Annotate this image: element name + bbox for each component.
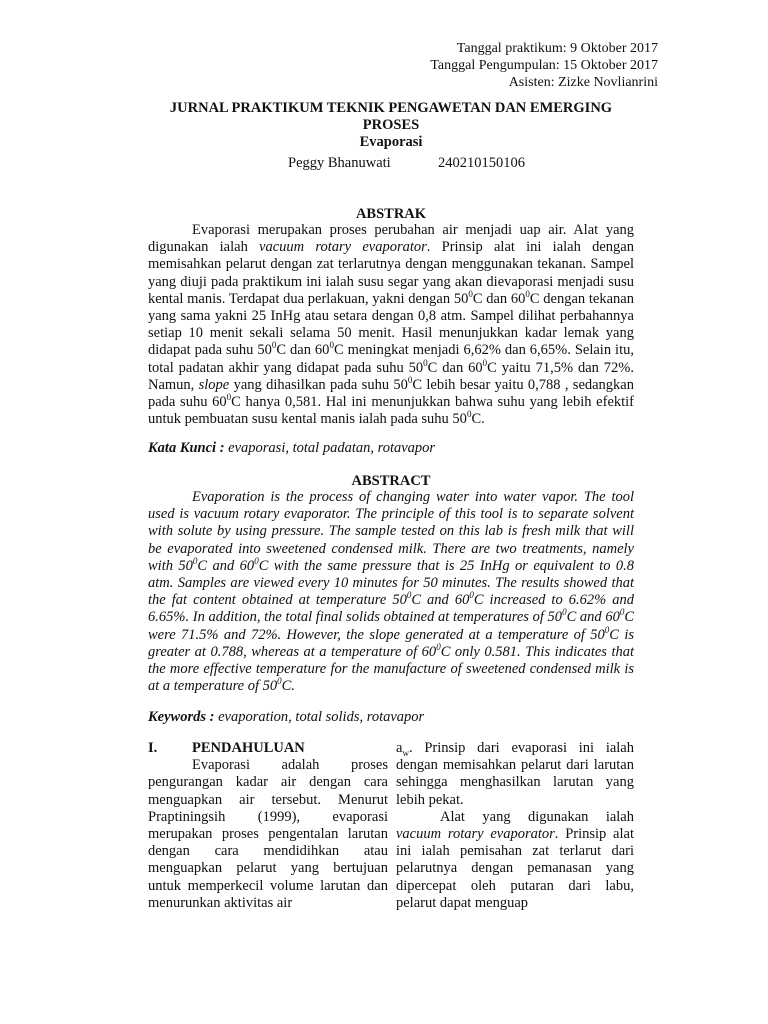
intro-paragraph-3: Alat yang digunakan ialah vacuum rotary evaporator. Prinsip alat ini ialah pemisahan zat terlarut dari pelarutnya dengan pemanasan yang dipercepat oleh putaran dari labu, pelarut dapat menguap	[396, 808, 634, 911]
practicum-meta	[430, 40, 658, 91]
intro-left-column	[148, 740, 388, 912]
submission-date: Tanggal Pengumpulan: 15 Oktober 2017	[430, 58, 658, 73]
intro-right-column	[396, 740, 634, 912]
student-id: 240210150106	[438, 155, 525, 171]
keywords	[148, 709, 634, 726]
intro-paragraph-2: $a_w$. Prinsip dari evaporasi ini ialah dengan memisahkan pelarut dari larutan sehingga menghasilkan larutan yang lebih pekat.	[396, 740, 634, 808]
abstract-heading: ABSTRACT	[351, 473, 431, 489]
abstract-paragraph: Evaporation is the process of changing water into water vapor. The tool used is vacuum rotary evaporator. The principle of this tool is to separate solvent with solute by using pressure. The sample tested on this lab is fresh milk that will be evaporated into sweetened condensed milk. There are two treatments, namely with $50^0C$ and $60^0C$ with the same pressure that is 25 InHg or equivalent to 0.8 atm. Samples are viewed every 10 minutes for 50 minutes. The results showed that the fat content obtained at temperature $50^0C$ and $60^0C$ increased to 6.62% and 6.65%. In addition, the total final solids obtained at temperatures of $50^0C$ and $60^0C$ were 71.5% and 72%. However, the slope generated at a temperature of $50^0C$ is greater at 0.788, whereas at a temperature of $60^0C$ only 0.581. This indicates that the more effective temperature for the manufacture of sweetened condensed milk is at a temperature of $50^0C$.	[148, 489, 635, 695]
kata-kunci-value: evaporasi, total padatan, rotavapor	[224, 440, 436, 456]
section-number: I.	[148, 740, 158, 756]
section-heading	[148, 740, 388, 757]
abstrak-heading: ABSTRAK	[355, 206, 427, 222]
keywords-value: evaporation, total solids, rotavapor	[214, 709, 425, 725]
kata-kunci	[148, 440, 634, 457]
kata-kunci-label: Kata Kunci :	[148, 440, 225, 456]
abstrak-body	[148, 222, 634, 428]
intro-paragraph-1: Evaporasi adalah proses pengurangan kadar air dengan cara menguapkan air tersebut. Menurut Praptiningsih (1999), evaporasi merupakan proses pengentalan larutan dengan cara mendidihkan atau menguapkan pelarut yang bertujuan untuk memperkecil volume larutan dan menurunkan aktivitas air	[148, 757, 388, 911]
journal-subtitle: Evaporasi	[359, 134, 423, 150]
abstract-body	[148, 489, 634, 695]
practicum-date: Tanggal praktikum: 9 Oktober 2017	[456, 41, 658, 56]
author-name: Peggy Bhanuwati	[288, 155, 391, 171]
title-block	[148, 100, 634, 151]
journal-title-line-2: PROSES	[362, 117, 420, 133]
abstrak-paragraph: Evaporasi merupakan proses perubahan air menjadi uap air. Alat yang digunakan ialah vacuum rotary evaporator. Prinsip alat ini ialah dengan memisahkan pelarut dengan zat terlarutnya dengan menggunakan tekanan. Sampel yang diuji pada praktikum ini ialah susu segar yang akan dievaporasi menjadi susu kental manis. Terdapat dua perlakuan, yakni dengan $50^0C$ dan $60^0C$ dengan tekanan yang sama yakni 25 InHg atau setara dengan 0,8 atm. Sampel dilihat perbahannya setiap 10 menit sekali selama 50 menit. Hasil menunjukkan kadar lemak yang didapat pada suhu $50^0C$ dan $60^0C$ meningkat menjadi 6,62% dan 6,65%. Selain itu, total padatan akhir yang didapat pada suhu $50^0C$ dan $60^0C$ yaitu 71,5% dan 72%. Namun, slope yang dihasilkan pada suhu $50^0C$ lebih besar yaitu 0,788 , sedangkan pada suhu $60^0C$ hanya 0,581. Hal ini menunjukkan bahwa suhu yang lebih efektif untuk pembuatan susu kental manis ialah pada suhu $50^0C$.	[148, 222, 635, 428]
keywords-label: Keywords :	[148, 709, 215, 725]
section-title: PENDAHULUAN	[192, 740, 305, 756]
assistant-name: Asisten: Zizke Novlianrini	[508, 75, 658, 90]
journal-title-line-1: JURNAL PRAKTIKUM TEKNIK PENGAWETAN DAN EMERGING	[169, 100, 613, 116]
